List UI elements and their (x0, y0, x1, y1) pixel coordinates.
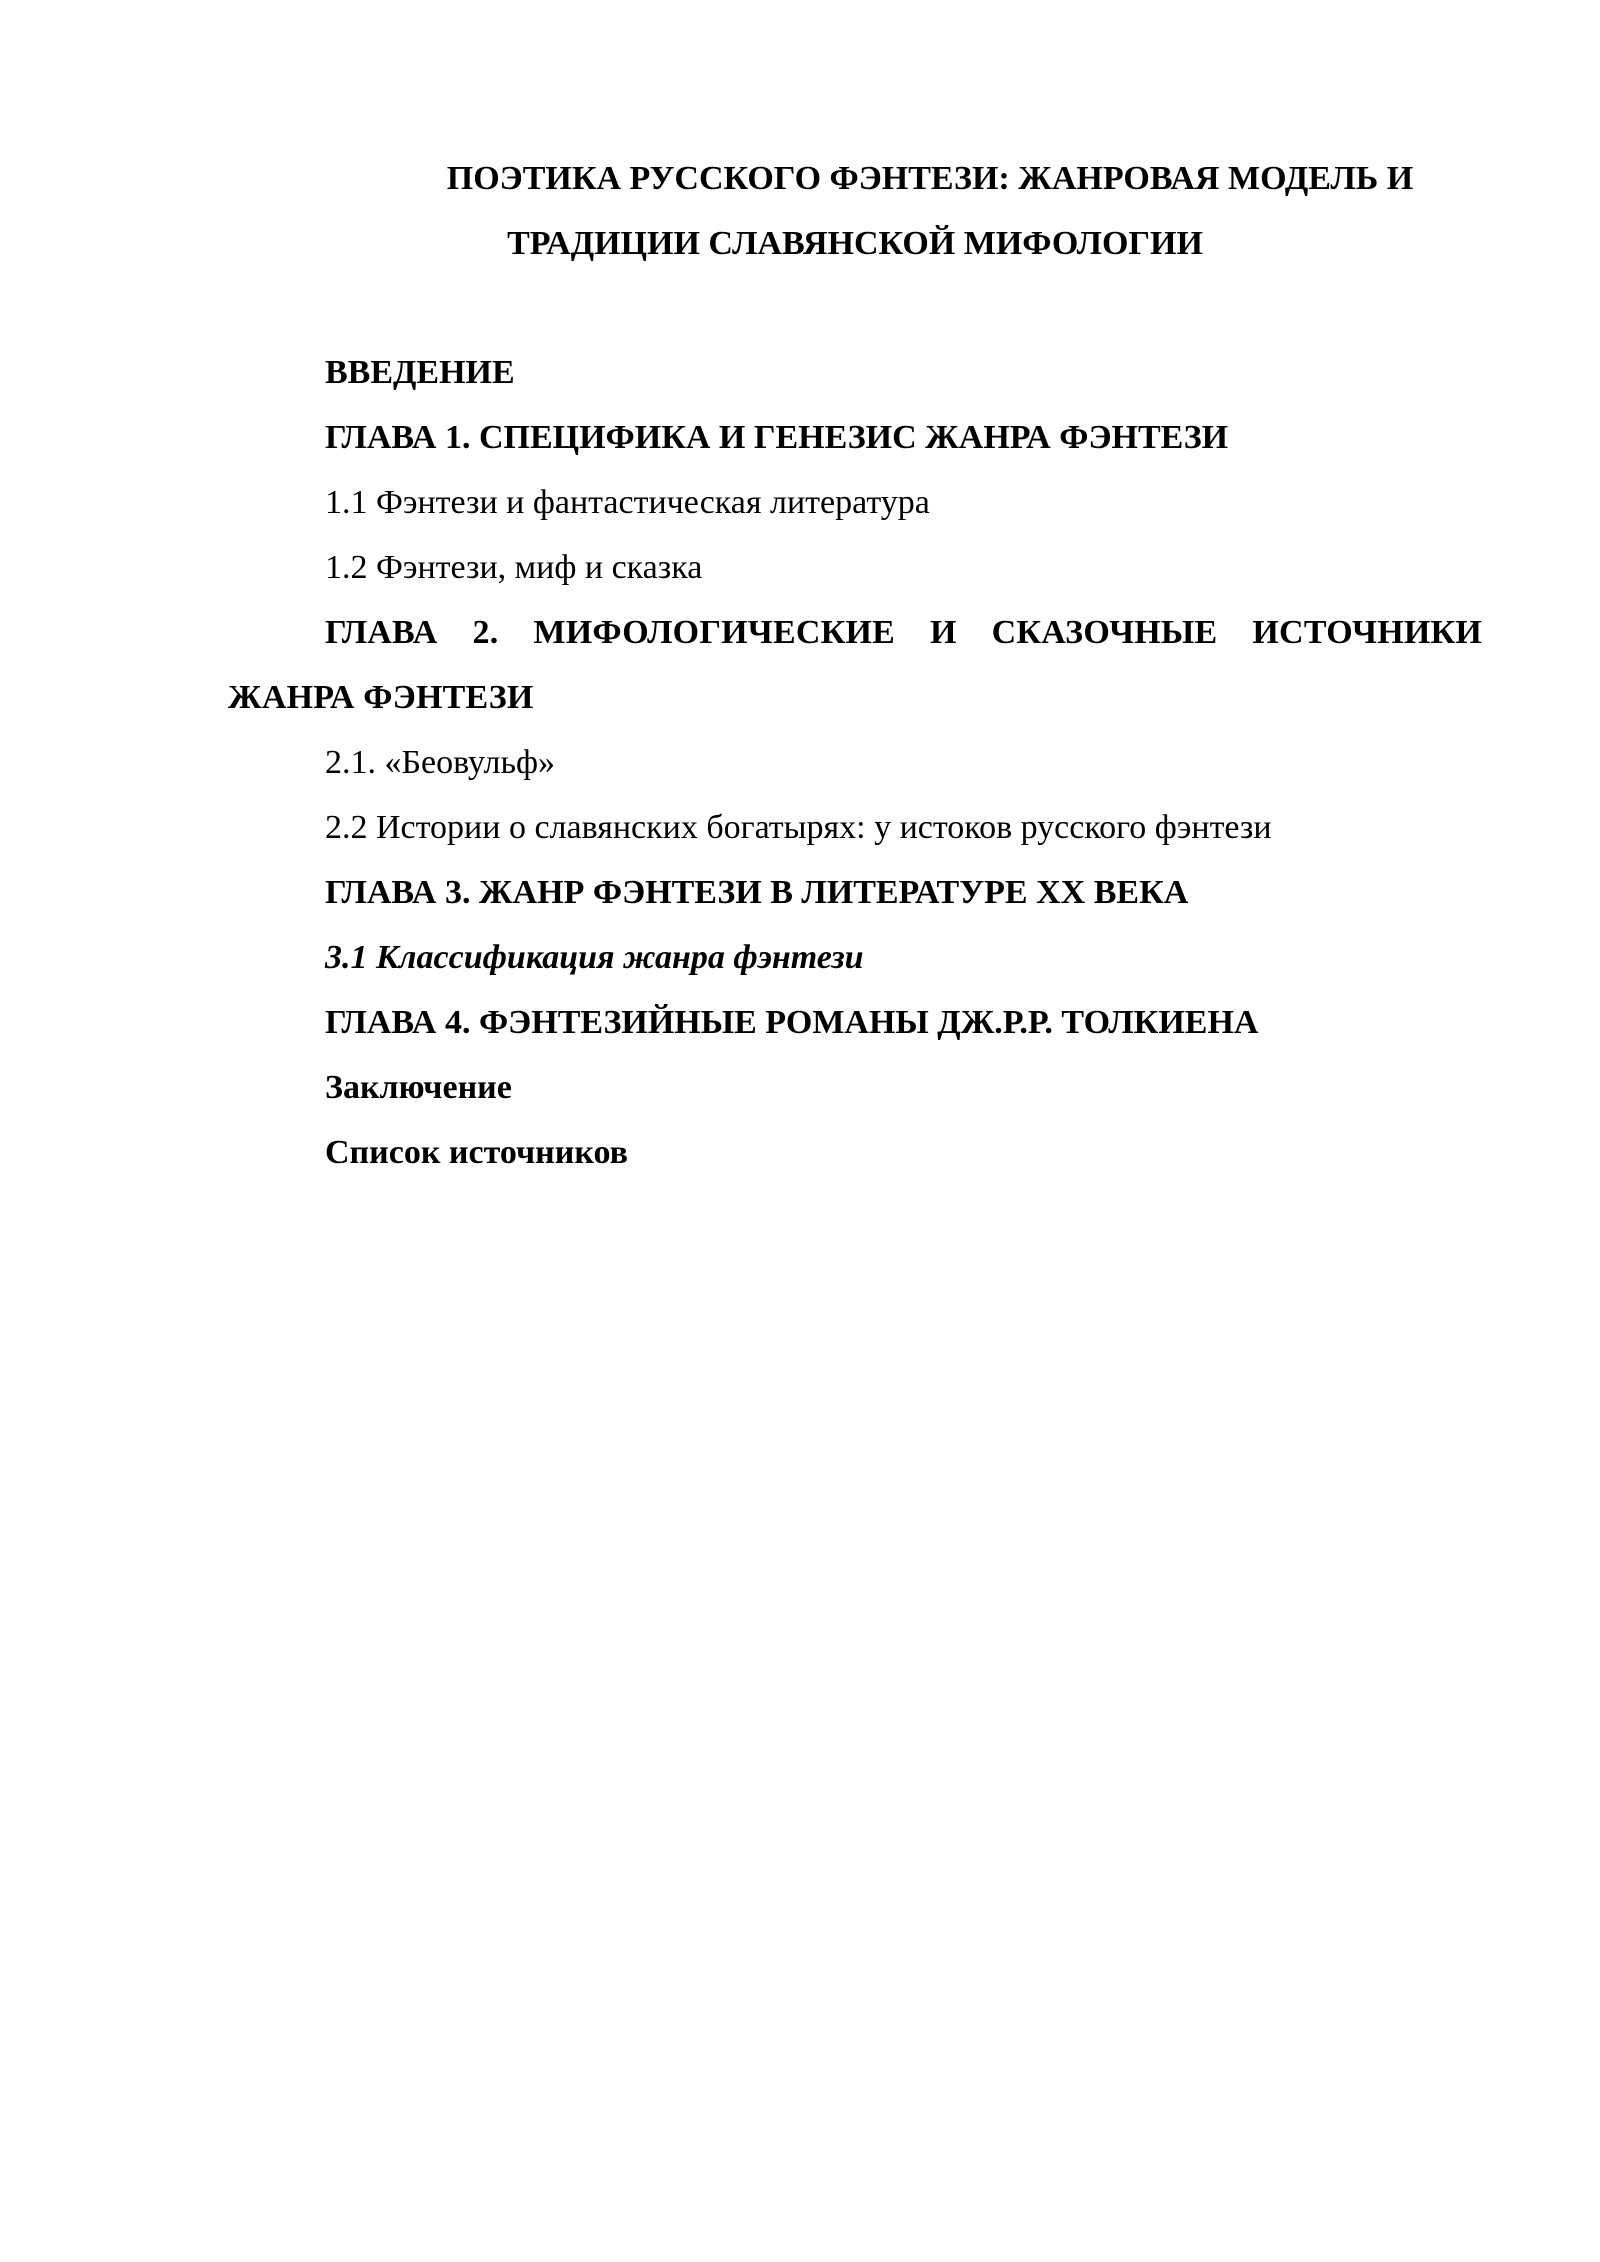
toc-introduction: ВВЕДЕНИЕ (325, 354, 515, 391)
title-line-1: ПОЭТИКА РУССКОГО ФЭНТЕЗИ: ЖАНРОВАЯ МОДЕЛЬ И (446, 160, 1414, 197)
toc-conclusion: Заключение (325, 1069, 512, 1106)
table-of-contents (228, 340, 1482, 1185)
title-line-2: ТРАДИЦИИ СЛАВЯНСКОЙ МИФОЛОГИИ (507, 225, 1203, 262)
toc-chapter-1: ГЛАВА 1. СПЕЦИФИКА И ГЕНЕЗИС ЖАНРА ФЭНТЕЗИ (325, 419, 1229, 456)
toc-chapter-4: ГЛАВА 4. ФЭНТЕЗИЙНЫЕ РОМАНЫ ДЖ.Р.Р. ТОЛКИЕНА (325, 1004, 1259, 1041)
document-title (228, 146, 1482, 276)
toc-references: Список источников (325, 1134, 628, 1171)
toc-section-1-1: 1.1 Фэнтези и фантастическая литература (325, 484, 930, 521)
toc-section-2-1: 2.1. «Беовульф» (325, 744, 556, 781)
toc-section-3-1: 3.1 Классификация жанра фэнтези (325, 939, 864, 976)
toc-chapter-2: ГЛАВА 2. МИФОЛОГИЧЕСКИЕ И СКАЗОЧНЫЕ ИСТОЧНИКИ ЖАНРА ФЭНТЕЗИ (228, 614, 1482, 716)
toc-section-2-2: 2.2 Истории о славянских богатырях: у истоков русского фэнтези (325, 809, 1272, 846)
toc-section-1-2: 1.2 Фэнтези, миф и сказка (325, 549, 703, 586)
toc-chapter-3: ГЛАВА 3. ЖАНР ФЭНТЕЗИ В ЛИТЕРАТУРЕ XX ВЕКА (325, 874, 1189, 911)
